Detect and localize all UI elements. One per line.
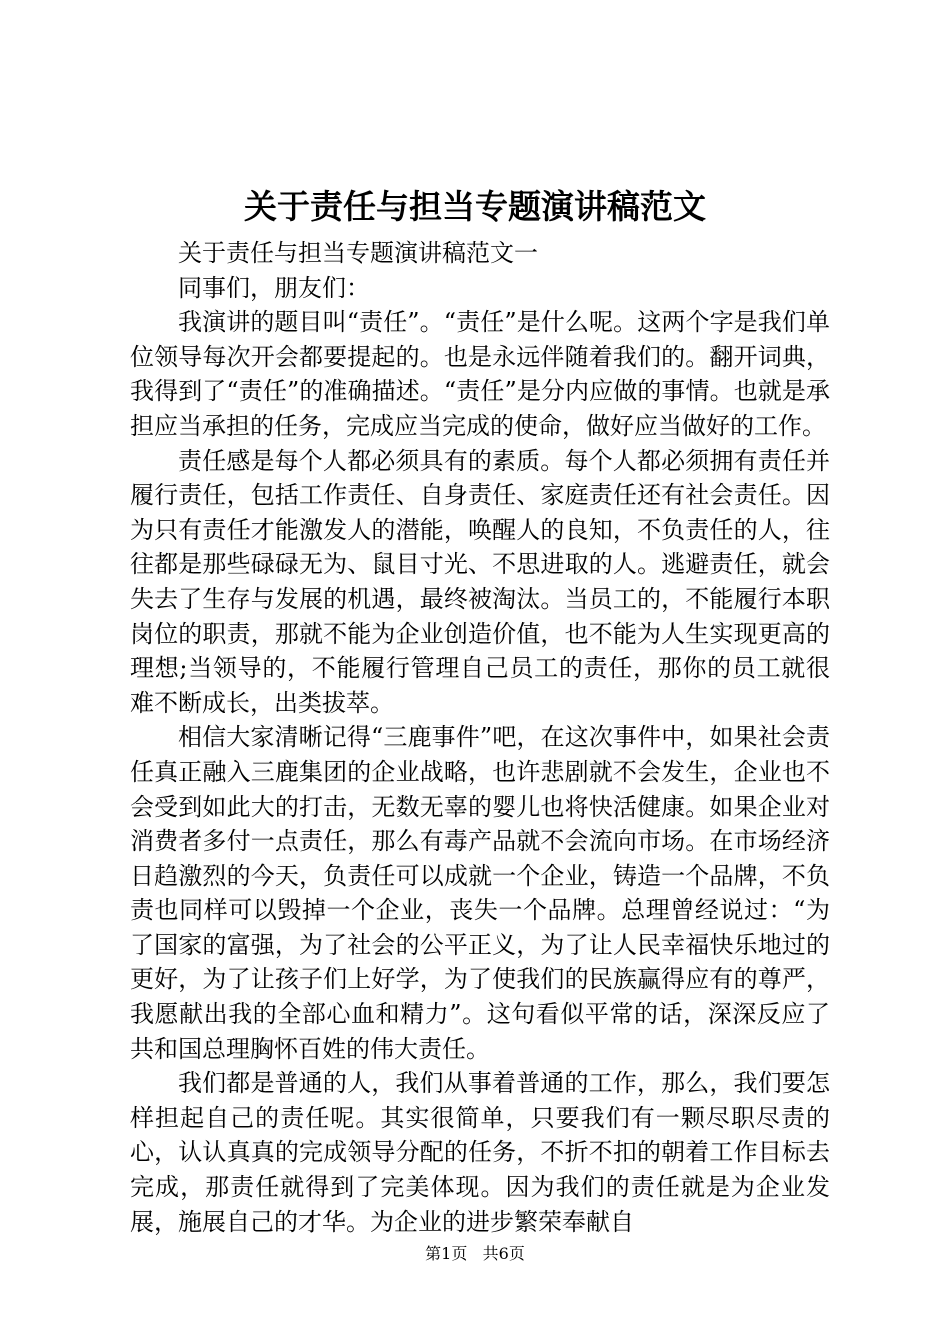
paragraph: 责任感是每个人都必须具有的素质。每个人都必须拥有责任并履行责任，包括工作责任、自身责任、家庭责任还有社会责任。因为只有责任才能激发人的潜能，唤醒人的良知，不负责任的人，往往都是那些碌碌无为、鼠目寸光、不思进取的人。逃避责任，就会失去了生存与发展的机遇，最终被淘汰。当员工的，不能履行本职岗位的职责，那就不能为企业创造价值，也不能为人生实现更高的理想;当领导的，不能履行管理自己员工的责任，那你的员工就很难不断成长，出类拔萃。 <box>130 446 830 717</box>
document-body <box>130 236 830 1239</box>
document-title: 关于责任与担当专题演讲稿范文 <box>244 187 706 226</box>
paragraph: 我们都是普通的人，我们从事着普通的工作，那么，我们要怎样担起自己的责任呢。其实很简单，只要我们有一颗尽职尽责的心，认认真真的完成领导分配的任务，不折不扣的朝着工作目标去完成，那责任就得到了完美体现。因为我们的责任就是为企业发展，施展自己的才华。为企业的进步繁荣奉献自 <box>130 1069 830 1236</box>
page-footer <box>0 1242 950 1266</box>
greeting-line: 同事们，朋友们： <box>178 273 370 302</box>
paragraph: 相信大家清晰记得“三鹿事件”吧，在这次事件中，如果社会责任真正融入三鹿集团的企业战略，也许悲剧就不会发生，企业也不会受到如此大的打击，无数无辜的婴儿也将快活健康。如果企业对消费者多付一点责任，那么有毒产品就不会流向市场。在市场经济日趋激烈的今天，负责任可以成就一个企业，铸造一个品牌，不负责也同样可以毁掉一个企业，丧失一个品牌。总理曾经说过：“为了国家的富强，为了社会的公平正义，为了让人民幸福快乐地过的更好，为了让孩子们上好学，为了使我们的民族赢得应有的尊严，我愿献出我的全部心血和精力”。这句看似平常的话，深深反应了共和国总理胸怀百姓的伟大责任。 <box>130 723 830 1063</box>
page-number: 第1页 <box>425 1244 468 1263</box>
document-subtitle: 关于责任与担当专题演讲稿范文一 <box>178 239 538 267</box>
paragraph: 我演讲的题目叫“责任”。“责任”是什么呢。这两个字是我们单位领导每次开会都要提起的。也是永远伴随着我们的。翻开词典，我得到了“责任”的准确描述。“责任”是分内应做的事情。也就是承担应当承担的任务，完成应当完成的使命，做好应当做好的工作。 <box>130 308 830 440</box>
total-pages: 共6页 <box>482 1244 525 1263</box>
